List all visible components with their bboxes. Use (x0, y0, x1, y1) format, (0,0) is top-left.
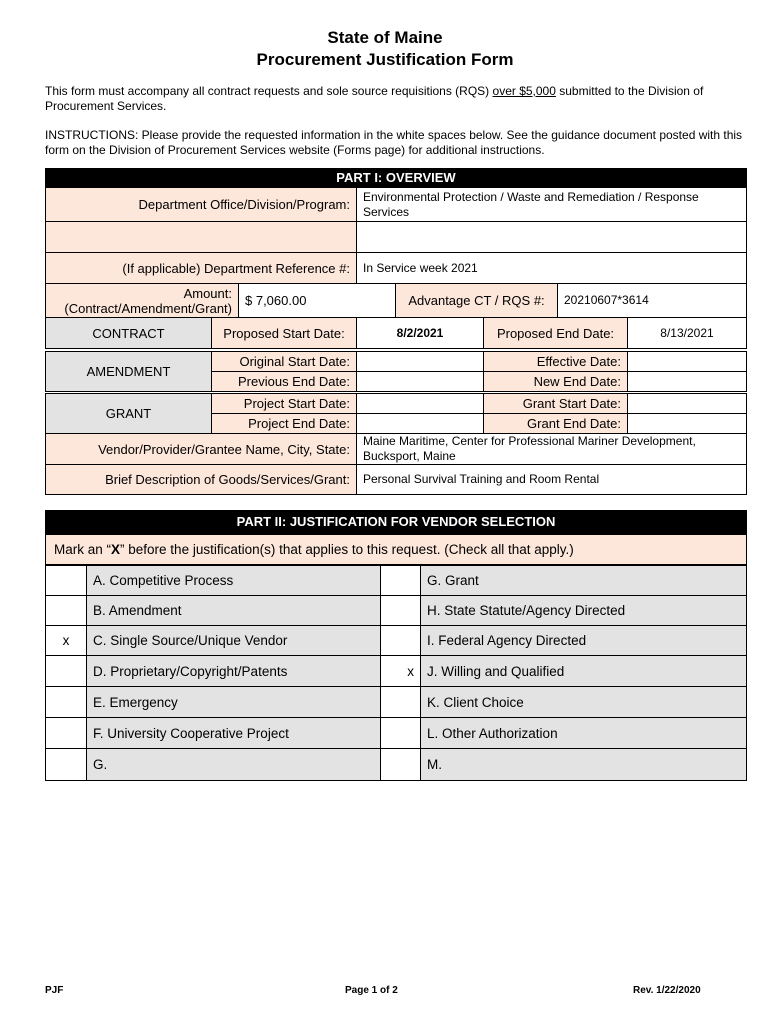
option-checkbox-left[interactable] (45, 748, 87, 781)
option-label-right: J. Willing and Qualified (420, 655, 747, 687)
vendor-label: Vendor/Provider/Grantee Name, City, State: (45, 433, 357, 465)
dept-label: Department Office/Division/Program: (45, 187, 357, 222)
amount-label-line2: (Contract/Amendment/Grant) (64, 300, 232, 316)
footer-revision: Rev. 1/22/2020 (633, 985, 701, 996)
instructions-paragraph: INSTRUCTIONS: Please provide the requested information in the white spaces below. See the guidance document posted with this form on the Division of Procurement Services website (Forms page) for additional instructions. (45, 128, 743, 157)
option-label-right: M. (420, 748, 747, 781)
grant-label: GRANT (45, 393, 212, 434)
new-end-label: New End Date: (483, 371, 628, 392)
option-checkbox-right[interactable] (380, 625, 421, 656)
blank-label-cell (45, 221, 357, 253)
amount-label-line1: Amount: (183, 285, 232, 301)
option-checkbox-left[interactable] (45, 565, 87, 596)
blank-field[interactable] (356, 221, 747, 253)
vendor-field[interactable]: Maine Maritime, Center for Professional Mariner Development, Bucksport, Maine (356, 433, 747, 465)
advantage-label: Advantage CT / RQS #: (395, 283, 558, 318)
previous-end-label: Previous End Date: (211, 371, 357, 392)
grant-end-label: Grant End Date: (483, 413, 628, 434)
instruction-text-end: ” before the justification(s) that applies to this request. (Check all that apply.) (120, 542, 574, 557)
previous-end-field[interactable] (356, 371, 484, 392)
amount-field[interactable]: $ 7,060.00 (238, 283, 396, 318)
grant-start-label: Grant Start Date: (483, 393, 628, 414)
option-checkbox-right[interactable] (380, 717, 421, 749)
project-start-label: Project Start Date: (211, 393, 357, 414)
part2-heading: PART II: JUSTIFICATION FOR VENDOR SELECTION (45, 510, 747, 534)
grant-start-field[interactable] (627, 393, 747, 414)
option-checkbox-right[interactable]: x (380, 655, 421, 687)
option-label-right: G. Grant (420, 565, 747, 596)
option-checkbox-right[interactable] (380, 686, 421, 718)
original-start-label: Original Start Date: (211, 351, 357, 372)
option-checkbox-left[interactable] (45, 655, 87, 687)
proposed-start-label: Proposed Start Date: (211, 317, 357, 349)
option-label-right: K. Client Choice (420, 686, 747, 718)
option-checkbox-right[interactable] (380, 748, 421, 781)
intro-text: This form must accompany all contract requests and sole source requisitions (RQS) (45, 84, 493, 98)
effective-date-field[interactable] (627, 351, 747, 372)
ref-field[interactable]: In Service week 2021 (356, 252, 747, 284)
option-label-left: G. (86, 748, 381, 781)
new-end-field[interactable] (627, 371, 747, 392)
advantage-field[interactable]: 20210607*3614 (557, 283, 747, 318)
option-label-left: D. Proprietary/Copyright/Patents (86, 655, 381, 687)
option-label-left: B. Amendment (86, 595, 381, 626)
option-label-right: I. Federal Agency Directed (420, 625, 747, 656)
project-start-field[interactable] (356, 393, 484, 414)
intro-text-end: submitted to the Division of Procurement Services. (45, 84, 704, 113)
option-label-right: H. State Statute/Agency Directed (420, 595, 747, 626)
proposed-start-field[interactable]: 8/2/2021 (356, 317, 484, 349)
form-title-line2: Procurement Justification Form (256, 50, 514, 69)
grant-end-field[interactable] (627, 413, 747, 434)
option-checkbox-right[interactable] (380, 595, 421, 626)
amount-label (45, 283, 239, 318)
footer-page-number: Page 1 of 2 (345, 985, 398, 996)
option-label-left: C. Single Source/Unique Vendor (86, 625, 381, 656)
instruction-x-mark: X (111, 542, 121, 557)
intro-threshold: over $5,000 (492, 84, 556, 98)
proposed-end-label: Proposed End Date: (483, 317, 628, 349)
option-label-left: A. Competitive Process (86, 565, 381, 596)
ref-label: (If applicable) Department Reference #: (45, 252, 357, 284)
amendment-label: AMENDMENT (45, 351, 212, 392)
description-label: Brief Description of Goods/Services/Grant: (45, 464, 357, 495)
dept-field[interactable]: Environmental Protection / Waste and Remediation / Response Services (356, 187, 747, 222)
instruction-text: Mark an “ (54, 542, 112, 557)
part2-instruction (45, 534, 747, 565)
intro-paragraph (45, 84, 745, 114)
option-checkbox-left[interactable] (45, 595, 87, 626)
contract-label: CONTRACT (45, 317, 212, 349)
footer-form-code: PJF (45, 985, 64, 996)
option-label-right: L. Other Authorization (420, 717, 747, 749)
effective-date-label: Effective Date: (483, 351, 628, 372)
option-checkbox-left[interactable] (45, 686, 87, 718)
option-checkbox-right[interactable] (380, 565, 421, 596)
option-label-left: E. Emergency (86, 686, 381, 718)
description-field[interactable]: Personal Survival Training and Room Rental (356, 464, 747, 495)
original-start-field[interactable] (356, 351, 484, 372)
project-end-label: Project End Date: (211, 413, 357, 434)
option-checkbox-left[interactable] (45, 717, 87, 749)
project-end-field[interactable] (356, 413, 484, 434)
part1-heading: PART I: OVERVIEW (45, 168, 747, 187)
form-title-line1: State of Maine (327, 28, 443, 47)
option-label-left: F. University Cooperative Project (86, 717, 381, 749)
option-checkbox-left[interactable]: x (45, 625, 87, 656)
proposed-end-field[interactable]: 8/13/2021 (627, 317, 747, 349)
